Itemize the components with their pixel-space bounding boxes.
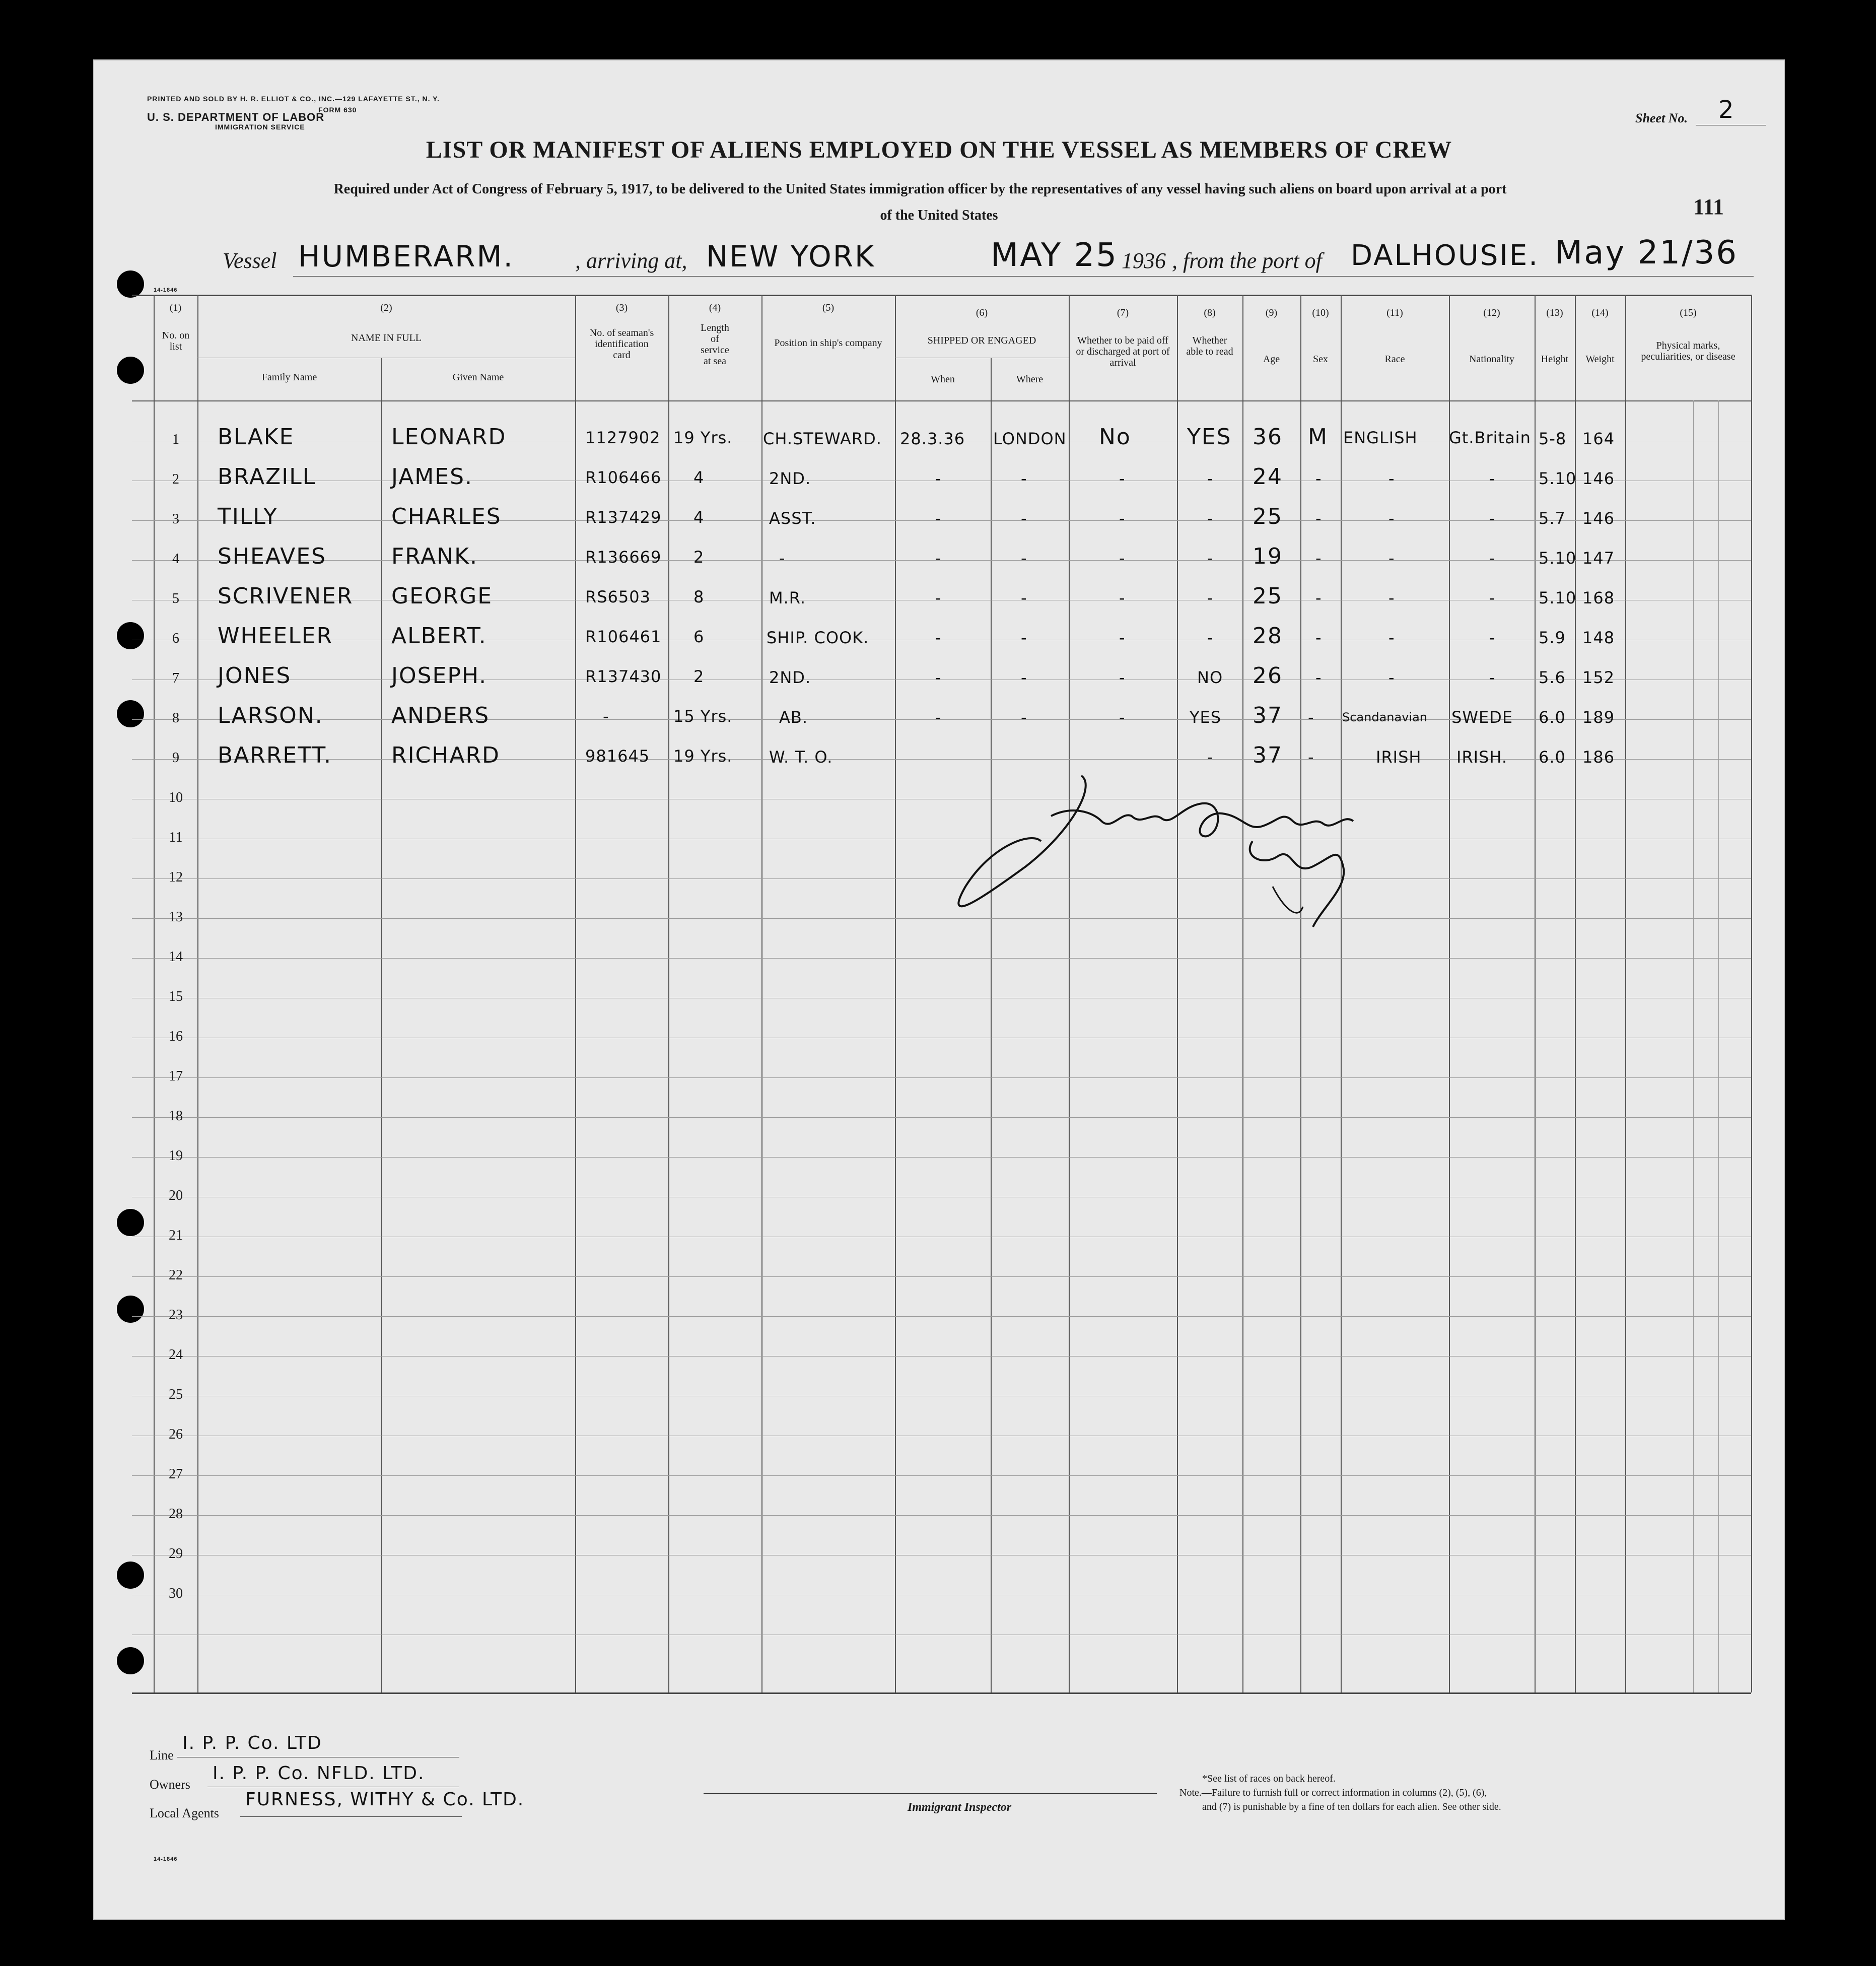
paid-off: - (1119, 588, 1126, 607)
shipped-where: - (1021, 588, 1027, 607)
shipped-when: - (935, 469, 942, 488)
row-number: 16 (169, 1029, 183, 1044)
col-sep (1449, 295, 1450, 1692)
form-code: 14-1846 (154, 287, 178, 293)
position: 2ND. (769, 469, 811, 488)
row-number: 2 (172, 471, 179, 487)
able-to-read: - (1207, 469, 1214, 488)
row-number: 11 (169, 830, 183, 845)
age: 37 (1253, 742, 1283, 768)
position: AB. (779, 708, 808, 727)
row-number: 19 (169, 1148, 183, 1164)
port-value: DALHOUSIE. (1351, 239, 1540, 272)
weight: 168 (1582, 588, 1615, 607)
vessel-label: Vessel (223, 248, 277, 273)
sheet-label: Sheet No. (1635, 111, 1688, 125)
weight: 164 (1582, 429, 1615, 448)
row-line (132, 1356, 1751, 1357)
arriving-label: , arriving at, (575, 248, 687, 273)
col-head-race: Race (1384, 354, 1405, 365)
line-value: I. P. P. Co. LTD (182, 1733, 322, 1753)
col-head-nationality: Nationality (1469, 354, 1514, 365)
race: - (1388, 628, 1395, 647)
col-head-service: Length of service at sea (701, 322, 729, 367)
position: M.R. (769, 588, 806, 607)
col-sep (154, 295, 155, 1692)
shipped-when: - (935, 549, 942, 568)
col-num-11: (11) (1386, 307, 1403, 318)
row-number: 30 (169, 1586, 183, 1601)
card-number: R137429 (585, 508, 662, 527)
card-number: R136669 (585, 548, 662, 567)
col-sep (1242, 295, 1243, 1692)
family-name: SCRIVENER (218, 583, 354, 609)
agents-underline (240, 1816, 462, 1817)
department-name: U. S. DEPARTMENT OF LABOR (147, 111, 325, 123)
height: 5.10 (1539, 549, 1577, 568)
weight: 146 (1582, 509, 1615, 528)
age: 37 (1253, 703, 1283, 728)
col-head-given: Given Name (452, 372, 504, 383)
row-number: 9 (172, 750, 179, 766)
position: W. T. O. (769, 748, 833, 767)
given-name: ALBERT. (391, 623, 487, 649)
service-length: 19 Yrs. (673, 428, 733, 447)
col-head-shipped: SHIPPED OR ENGAGED (927, 335, 1036, 346)
col-head-read: Whether able to read (1186, 335, 1233, 357)
height: 5.6 (1539, 668, 1566, 687)
col-sep (1300, 295, 1301, 1692)
printer-imprint: PRINTED AND SOLD BY H. R. ELLIOT & CO., INC.—129 LAFAYETTE ST., N. Y. (147, 95, 440, 103)
paid-off: - (1119, 708, 1126, 727)
service-length: 19 Yrs. (673, 747, 733, 766)
row-number: 27 (169, 1466, 183, 1482)
height: 6.0 (1539, 708, 1566, 727)
col-head-paidoff: Whether to be paid off or discharged at port of arrival (1076, 335, 1170, 368)
sheet-value: 2 (1718, 96, 1735, 124)
row-line (132, 1117, 1751, 1118)
row-number: 22 (169, 1267, 183, 1283)
given-name: ANDERS (391, 703, 490, 728)
sex: - (1308, 708, 1314, 727)
sex: - (1315, 549, 1322, 568)
able-to-read: - (1207, 748, 1214, 767)
weight: 152 (1582, 668, 1615, 687)
nationality: - (1489, 469, 1496, 488)
service-name: IMMIGRATION SERVICE (215, 123, 305, 131)
race: IRISH (1376, 748, 1422, 767)
row-number: 25 (169, 1387, 183, 1402)
row-number: 3 (172, 511, 179, 527)
height: 5.10 (1539, 469, 1577, 488)
line-label: Line (150, 1748, 174, 1762)
col-sep (991, 358, 992, 1692)
paid-off: No (1099, 424, 1131, 450)
family-name: SHEAVES (218, 544, 326, 569)
row-line (132, 1316, 1751, 1317)
col-num-5: (5) (822, 302, 835, 313)
shipped-where: LONDON (993, 429, 1067, 448)
able-to-read: NO (1197, 668, 1223, 687)
col-num-15: (15) (1680, 307, 1697, 318)
row-number: 12 (169, 869, 183, 885)
given-name: GEORGE (391, 583, 493, 609)
card-number: - (603, 707, 609, 726)
punch-hole (117, 1296, 144, 1323)
arrival-year: 1936 (1122, 248, 1166, 273)
col-head-height: Height (1541, 354, 1569, 365)
weight: 189 (1582, 708, 1615, 727)
position: SHIP. COOK. (767, 628, 869, 647)
row-number: 21 (169, 1228, 183, 1243)
penalty-note-1: Note.—Failure to furnish full or correct information in columns (2), (5), (6), (1179, 1787, 1487, 1798)
height: 5.10 (1539, 588, 1577, 607)
col-head-physical: Physical marks, peculiarities, or disease (1641, 340, 1735, 362)
race: - (1388, 588, 1395, 607)
inspector-label: Immigrant Inspector (908, 1801, 1012, 1814)
nationality: IRISH. (1456, 748, 1508, 767)
age: 24 (1253, 464, 1283, 490)
weight: 186 (1582, 748, 1615, 767)
position: 2ND. (769, 668, 811, 687)
shipped-where: - (1021, 469, 1027, 488)
given-name: LEONARD (391, 424, 507, 450)
family-name: TILLY (218, 504, 278, 529)
col-num-13: (13) (1546, 307, 1563, 318)
given-name: FRANK. (391, 544, 478, 569)
row-number: 5 (172, 591, 179, 606)
shipped-when: - (935, 628, 942, 647)
col-num-14: (14) (1591, 307, 1609, 318)
document-subtitle: Required under Act of Congress of February 5, 1917, to be delivered to the United States immigration officer by the representatives of any vessel having such aliens on board upon arrival at a port (333, 181, 1507, 197)
vessel-underline (293, 276, 1754, 277)
punch-hole (117, 1562, 144, 1589)
punch-hole (117, 1209, 144, 1236)
punch-hole (117, 357, 144, 384)
service-length: 15 Yrs. (673, 707, 733, 726)
row-number: 24 (169, 1347, 183, 1363)
grid-vline (1718, 400, 1719, 1692)
row-number: 28 (169, 1506, 183, 1522)
form-number: FORM 630 (318, 106, 357, 114)
sex: - (1315, 588, 1322, 607)
row-number: 14 (169, 949, 183, 965)
age: 28 (1253, 623, 1283, 649)
row-line (132, 1475, 1751, 1476)
col-sep (1535, 295, 1536, 1692)
paid-off: - (1119, 628, 1126, 647)
card-number: R137430 (585, 667, 662, 686)
nationality: - (1489, 509, 1496, 528)
col-sep (1751, 295, 1752, 1692)
row-number: 4 (172, 551, 179, 567)
card-number: RS6503 (585, 587, 651, 606)
row-number: 20 (169, 1188, 183, 1203)
nationality: SWEDE (1451, 708, 1513, 727)
sex: - (1308, 748, 1314, 767)
col-sep (668, 295, 669, 1692)
table-top-border (132, 295, 1751, 296)
given-name: CHARLES (391, 504, 502, 529)
family-name: BARRETT. (218, 742, 332, 768)
owners-label: Owners (150, 1777, 190, 1792)
able-to-read: - (1207, 509, 1214, 528)
col-num-2: (2) (380, 302, 392, 313)
shipped-when: - (935, 588, 942, 607)
race: - (1388, 549, 1395, 568)
row-number: 23 (169, 1307, 183, 1323)
row-number: 15 (169, 989, 183, 1004)
shipped-when: - (935, 668, 942, 687)
nationality: - (1489, 628, 1496, 647)
form-code-bottom: 14-1846 (154, 1856, 178, 1862)
height: 5.9 (1539, 628, 1566, 647)
col-num-6: (6) (976, 307, 988, 318)
service-length: 4 (693, 468, 705, 487)
row-number: 6 (172, 631, 179, 646)
from-label: , from the port of (1172, 248, 1322, 273)
manifest-sheet (93, 59, 1785, 1920)
position: CH.STEWARD. (763, 429, 882, 448)
row-line (132, 1276, 1751, 1277)
family-name: BLAKE (218, 424, 295, 450)
col-num-4: (4) (709, 302, 721, 313)
document-subtitle-2: of the United States (880, 208, 998, 223)
punch-hole (117, 1647, 144, 1674)
row-number: 13 (169, 909, 183, 925)
punch-hole (117, 270, 144, 298)
weight: 148 (1582, 628, 1615, 647)
family-name: BRAZILL (218, 464, 316, 490)
col-head-no: No. on list (162, 330, 190, 352)
race: - (1388, 509, 1395, 528)
height: 5.7 (1539, 509, 1566, 528)
shipped-where: - (1021, 668, 1027, 687)
col-head-family: Family Name (261, 372, 317, 383)
col-num-12: (12) (1483, 307, 1500, 318)
vessel-value: HUMBERARM. (298, 239, 514, 274)
col-sep (197, 295, 198, 1692)
col-sep (1625, 295, 1626, 1692)
col-head-age: Age (1263, 354, 1280, 365)
row-number: 26 (169, 1427, 183, 1442)
card-number: R106466 (585, 468, 662, 487)
inspector-signature-line (704, 1793, 1157, 1794)
position: - (779, 549, 786, 568)
paid-off: - (1119, 509, 1126, 528)
height: 6.0 (1539, 748, 1566, 767)
shipped-where: - (1021, 549, 1027, 568)
able-to-read: YES (1187, 424, 1232, 450)
row-number: 29 (169, 1546, 183, 1562)
col-num-10: (10) (1312, 307, 1329, 318)
given-name: JAMES. (391, 464, 473, 490)
able-to-read: - (1207, 588, 1214, 607)
able-to-read: YES (1190, 708, 1222, 727)
departure-date: May 21/36 (1555, 234, 1739, 272)
given-name: RICHARD (391, 742, 500, 768)
col-sep (1341, 295, 1342, 1692)
col-num-9: (9) (1265, 307, 1278, 318)
col-num-7: (7) (1117, 307, 1129, 318)
col-head-where: Where (1016, 374, 1044, 385)
family-name: LARSON. (218, 703, 323, 728)
col-num-8: (8) (1204, 307, 1216, 318)
weight: 147 (1582, 549, 1615, 568)
col-num-3: (3) (615, 302, 628, 313)
race: - (1388, 469, 1395, 488)
nationality: - (1489, 549, 1496, 568)
col-head-name: NAME IN FULL (351, 332, 422, 344)
col-head-card: No. of seaman's identification card (589, 327, 654, 361)
race: ENGLISH (1343, 428, 1418, 447)
arriving-value: NEW YORK (706, 239, 876, 274)
sex: - (1315, 469, 1322, 488)
sex: - (1315, 628, 1322, 647)
sex: - (1315, 509, 1322, 528)
age: 19 (1253, 544, 1283, 569)
races-note: *See list of races on back hereof. (1202, 1773, 1336, 1784)
col-head-when: When (931, 374, 955, 385)
row-number: 8 (172, 710, 179, 726)
row-number: 17 (169, 1068, 183, 1084)
col-head-sex: Sex (1313, 354, 1328, 365)
row-line (132, 1515, 1751, 1516)
col-sep (381, 358, 382, 1692)
shipped-when: - (935, 708, 942, 727)
arrival-date: MAY 25 (991, 237, 1118, 274)
sex: - (1315, 668, 1322, 687)
officer-signature (860, 756, 1414, 977)
row-number: 18 (169, 1108, 183, 1124)
paid-off: - (1119, 549, 1126, 568)
row-number: 1 (172, 432, 179, 447)
service-length: 6 (693, 627, 705, 646)
card-number: 981645 (585, 747, 650, 766)
family-name: JONES (218, 663, 292, 689)
col-sep (895, 295, 896, 1692)
table-header-bottom (132, 400, 1751, 401)
grid-vline (1693, 400, 1694, 1692)
card-number: R106461 (585, 627, 662, 646)
height: 5-8 (1539, 429, 1567, 448)
col-sep (575, 295, 576, 1692)
col-sep (1177, 295, 1178, 1692)
position: ASST. (769, 509, 816, 528)
service-length: 4 (693, 508, 705, 527)
weight: 146 (1582, 469, 1615, 488)
row-line (132, 1157, 1751, 1158)
age: 26 (1253, 663, 1283, 689)
race: - (1388, 668, 1395, 687)
table-bottom-border (132, 1692, 1751, 1694)
row-line (132, 1077, 1751, 1078)
paid-off: - (1119, 469, 1126, 488)
card-number: 1127902 (585, 428, 661, 447)
nationality: - (1489, 668, 1496, 687)
penalty-note-2: and (7) is punishable by a fine of ten dollars for each alien. See other side. (1202, 1801, 1501, 1812)
col-head-position: Position in ship's company (774, 337, 882, 349)
service-length: 8 (693, 587, 705, 606)
document-title: LIST OR MANIFEST OF ALIENS EMPLOYED ON THE VESSEL AS MEMBERS OF CREW (426, 137, 1452, 163)
shipped-where: - (1021, 509, 1027, 528)
service-length: 2 (693, 548, 705, 567)
punch-hole (117, 700, 144, 727)
col-num-1: (1) (169, 302, 182, 313)
agents-label: Local Agents (150, 1806, 219, 1820)
family-name: WHEELER (218, 623, 333, 649)
service-length: 2 (693, 667, 705, 686)
sex: M (1308, 424, 1328, 450)
col-head-weight: Weight (1585, 354, 1615, 365)
row-number: 7 (172, 670, 179, 686)
given-name: JOSEPH. (391, 663, 488, 689)
shipped-where: - (1021, 628, 1027, 647)
able-to-read: - (1207, 549, 1214, 568)
shipped-when: 28.3.36 (900, 429, 965, 448)
punch-hole (117, 622, 144, 649)
able-to-read: - (1207, 628, 1214, 647)
age: 25 (1253, 583, 1283, 609)
nationality: - (1489, 588, 1496, 607)
race: Scandanavian (1342, 710, 1427, 724)
nationality: Gt.Britain (1449, 428, 1531, 447)
col-sep (761, 295, 762, 1692)
age: 25 (1253, 504, 1283, 529)
paid-off: - (1119, 668, 1126, 687)
owners-value: I. P. P. Co. NFLD. LTD. (213, 1763, 425, 1784)
shipped-where: - (1021, 708, 1027, 727)
stamp-number: 111 (1693, 194, 1724, 219)
shipped-when: - (935, 509, 942, 528)
age: 36 (1253, 424, 1283, 450)
col-sep (1575, 295, 1576, 1692)
col-sep (1069, 295, 1070, 1692)
row-number: 10 (169, 790, 183, 805)
agents-value: FURNESS, WITHY & Co. LTD. (245, 1789, 525, 1810)
